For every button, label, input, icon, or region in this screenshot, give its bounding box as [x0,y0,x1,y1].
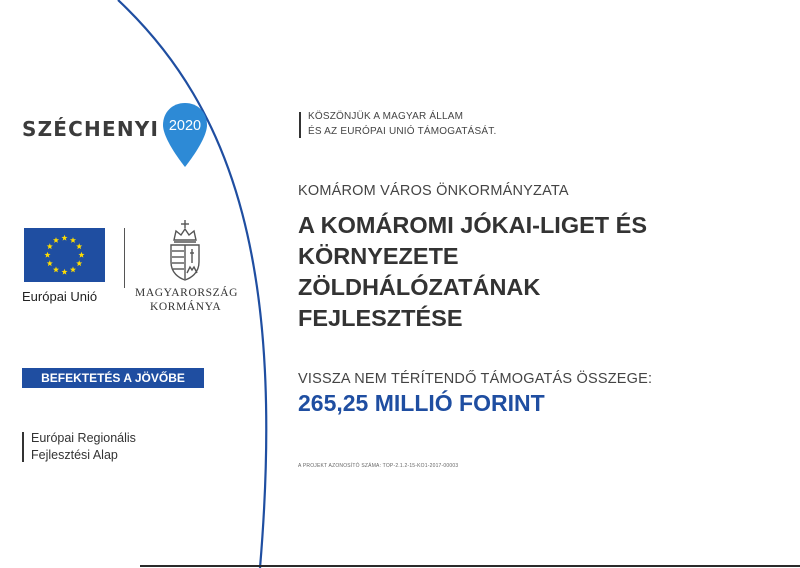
project-title-line3: ZÖLDHÁLÓZATÁNAK [298,274,541,300]
thanks-accent-bar [299,112,301,138]
fund-accent-bar [22,432,24,462]
government-label-line2: KORMÁNYA [150,301,222,313]
government-label-line1: MAGYARORSZÁG [135,287,239,299]
support-amount-label: VISSZA NEM TÉRÍTENDŐ TÁMOGATÁS ÖSSZEGE: [298,371,653,387]
project-title [298,210,768,334]
beneficiary-name: KOMÁROM VÁROS ÖNKORMÁNYZATA [298,183,569,199]
support-amount-value: 265,25 MILLIÓ FORINT [298,390,545,416]
logo-divider [124,228,125,288]
szechenyi-wordmark: SZÉCHENYI [22,117,160,141]
szechenyi-2020-pin-icon [160,100,210,170]
eu-label: Európai Unió [22,289,98,304]
project-id: A PROJEKT AZONOSÍTÓ SZÁMA: TOP-2.1.2-15-KO1-2017-00003 [298,463,459,469]
fund-label-line1: Európai Regionális [31,431,136,445]
thanks-line2: ÉS AZ EURÓPAI UNIÓ TÁMOGATÁSÁT. [308,126,497,137]
hungarian-coat-of-arms-icon [165,218,205,282]
project-title-line1: A KOMÁROMI JÓKAI-LIGET ÉS [298,212,648,238]
eu-flag-icon [24,228,105,282]
project-title-line4: FEJLESZTÉSE [298,305,463,331]
investing-in-future-banner: BEFEKTETÉS A JÖVŐBE [22,368,204,388]
thanks-line1: KÖSZÖNJÜK A MAGYAR ÁLLAM [308,111,464,122]
fund-label-line2: Fejlesztési Alap [31,448,118,462]
szechenyi-year: 2020 [168,118,202,134]
project-title-line2: KÖRNYEZETE [298,243,459,269]
